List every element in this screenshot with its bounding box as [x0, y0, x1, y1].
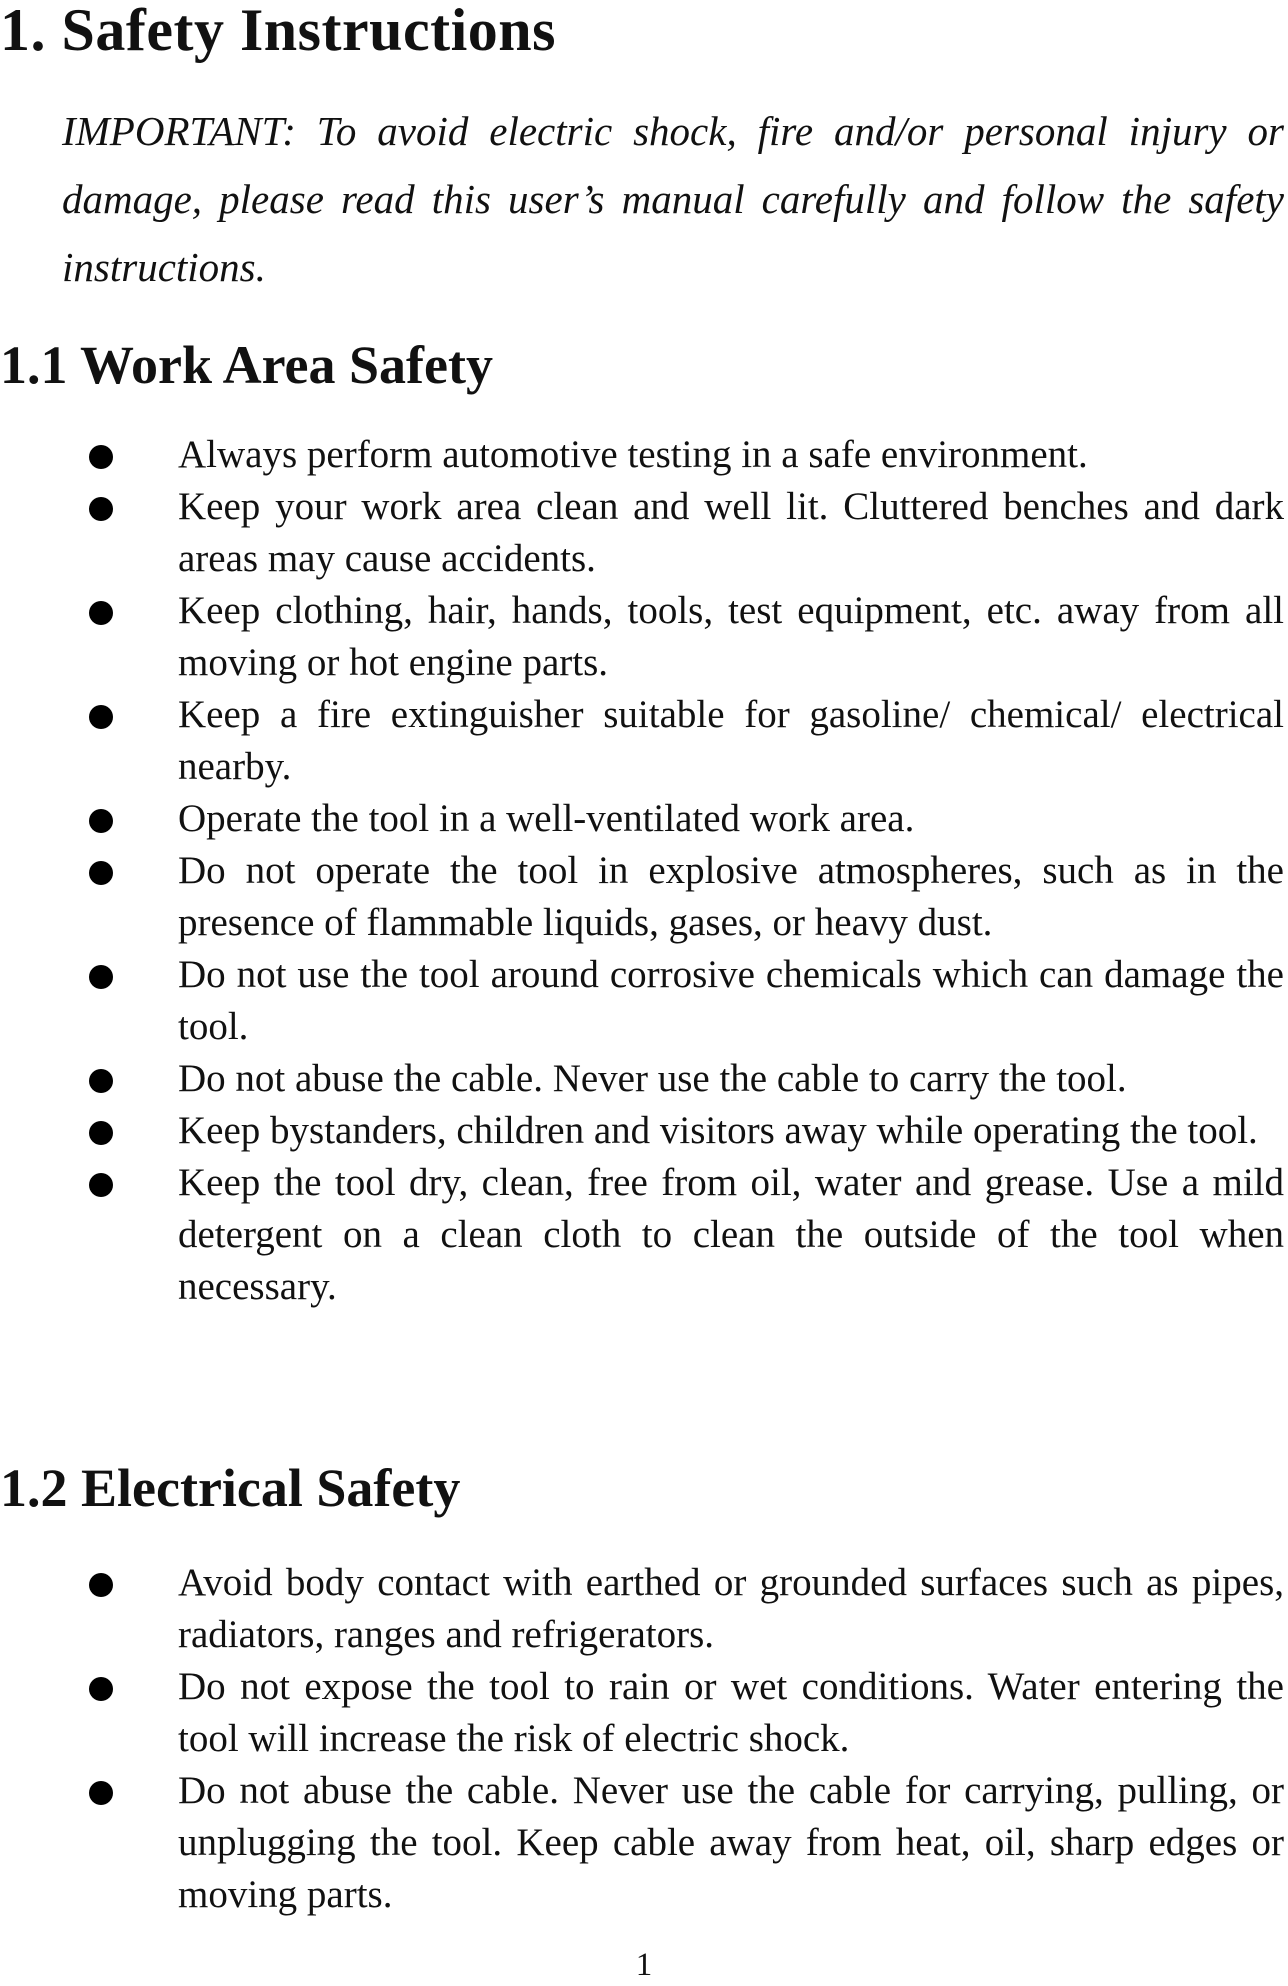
list-item [0, 585, 1288, 689]
list-item-text: Do not abuse the cable. Never use the cable for carrying, pulling, or unplugging the tool. Keep cable away from heat, oil, sharp edges or moving parts. [178, 1769, 1284, 1916]
important-note: IMPORTANT: To avoid electric shock, fire and/or personal injury or damage, please read this user’s manual carefully and follow the safety instructions. [62, 108, 1284, 290]
list-item [0, 481, 1288, 585]
bullet-icon [89, 1781, 113, 1805]
list-item [0, 689, 1288, 793]
list-item-text: Do not expose the tool to rain or wet conditions. Water entering the tool will increase the risk of electric shock. [178, 1665, 1284, 1760]
list-item [0, 949, 1288, 1053]
list-item [0, 1661, 1288, 1765]
bullet-icon [89, 1173, 113, 1197]
list-item-text: Operate the tool in a well-ventilated work area. [178, 797, 915, 840]
list-item-text: Do not abuse the cable. Never use the cable to carry the tool. [178, 1057, 1127, 1100]
list-item-text: Keep the tool dry, clean, free from oil, water and grease. Use a mild detergent on a clean cloth to clean the outside of the tool when necessary. [178, 1161, 1284, 1308]
list-item [0, 1557, 1288, 1661]
list-item [0, 1053, 1288, 1105]
list-item-text: Keep clothing, hair, hands, tools, test equipment, etc. away from all moving or hot engine parts. [178, 589, 1284, 684]
section-title-work-area-safety: 1.1 Work Area Safety [0, 335, 493, 395]
list-item-text: Keep your work area clean and well lit. Cluttered benches and dark areas may cause accidents. [178, 485, 1284, 580]
list-item-text: Keep bystanders, children and visitors away while operating the tool. [178, 1109, 1258, 1152]
list-item [0, 793, 1288, 845]
list-item-text: Avoid body contact with earthed or grounded surfaces such as pipes, radiators, ranges and refrigerators. [178, 1561, 1284, 1656]
bullet-icon [89, 861, 113, 885]
page-number: 1 [635, 1947, 653, 1983]
bullet-icon [89, 1069, 113, 1093]
list-item-text: Always perform automotive testing in a safe environment. [178, 433, 1088, 476]
bullet-icon [89, 1677, 113, 1701]
list-item [0, 429, 1288, 481]
list-item-text: Do not operate the tool in explosive atmospheres, such as in the presence of flammable liquids, gases, or heavy dust. [178, 849, 1284, 944]
bullet-icon [89, 445, 113, 469]
bullet-icon [89, 705, 113, 729]
list-item-text: Do not use the tool around corrosive chemicals which can damage the tool. [178, 953, 1284, 1048]
bullet-icon [89, 1121, 113, 1145]
list-item [0, 845, 1288, 949]
electrical-safety-list [0, 1557, 1288, 1921]
bullet-icon [89, 601, 113, 625]
bullet-icon [89, 809, 113, 833]
list-item [0, 1765, 1288, 1921]
list-item-text: Keep a fire extinguisher suitable for gasoline/ chemical/ electrical nearby. [178, 693, 1284, 788]
work-area-safety-list [0, 429, 1288, 1313]
page-title: 1. Safety Instructions [0, 0, 557, 63]
bullet-icon [89, 965, 113, 989]
bullet-icon [89, 1573, 113, 1597]
list-item [0, 1157, 1288, 1313]
section-title-electrical-safety: 1.2 Electrical Safety [0, 1458, 461, 1518]
bullet-icon [89, 497, 113, 521]
list-item [0, 1105, 1288, 1157]
